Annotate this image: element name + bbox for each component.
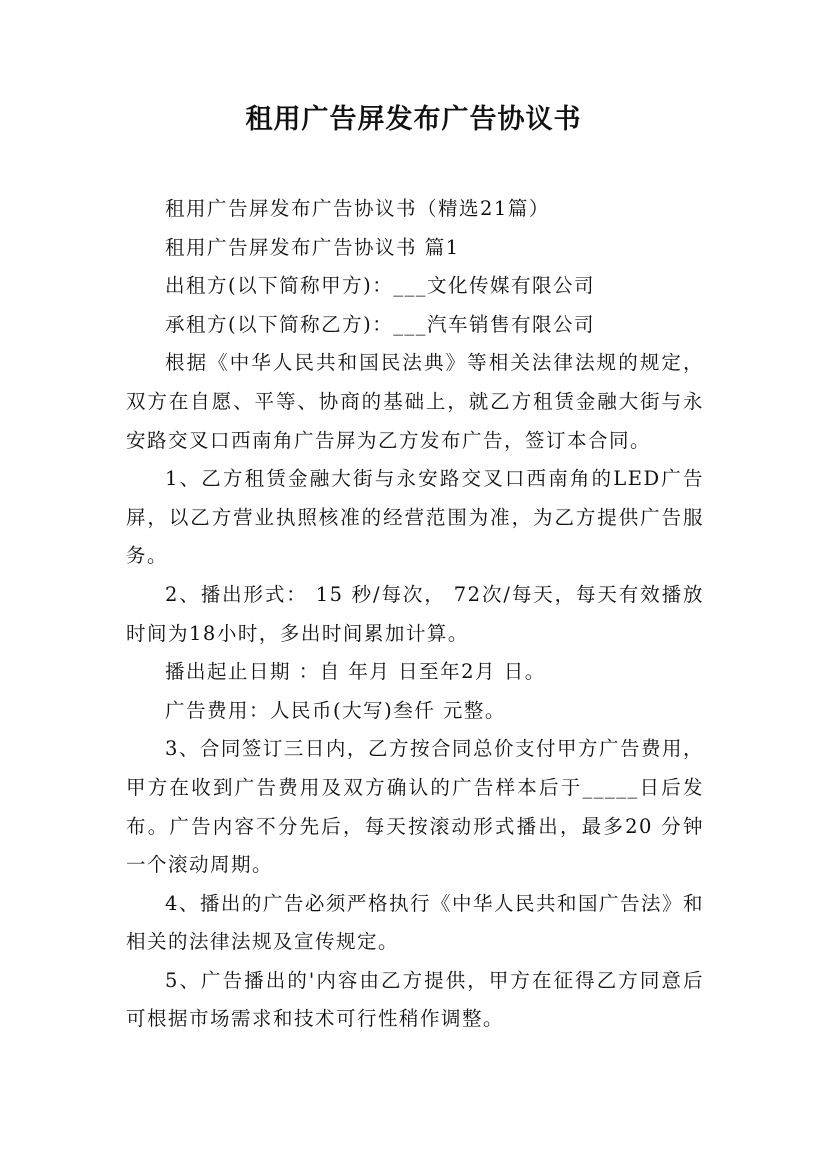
paragraph-party-b: 承租方(以下简称乙方)：___汽车销售有限公司: [165, 312, 595, 336]
paragraph-preamble: 根据《中华人民共和国民法典》等相关法律法规的规定，双方在自愿、平等、协商的基础上，就乙方租赁金融大街与永安路交叉口西南角广告屏为乙方发布广告，签订本合同。: [126, 351, 704, 452]
paragraph-clause-2: 2、播出形式： 15 秒/每次， 72次/每天，每天有效播放时间为18小时，多出时间累加计算。: [126, 582, 704, 645]
paragraph-clause-3: 3、合同签订三日内，乙方按合同总价支付甲方广告费用，甲方在收到广告费用及双方确认的广告样本后于_____日后发布。广告内容不分先后，每天按滚动形式播出，最多20 分钟一个滚动周期。: [126, 737, 704, 877]
paragraph-broadcast-dates: 播出起止日期 ：自 年月 日至年2月 日。: [165, 660, 546, 684]
paragraph-party-a: 出租方(以下简称甲方)：___文化传媒有限公司: [165, 274, 595, 298]
paragraph-clause-4: 4、播出的广告必须严格执行《中华人民共和国广告法》和相关的法律法规及宣传规定。: [126, 891, 704, 954]
document-body: [126, 190, 704, 1039]
paragraph-clause-5: 5、广告播出的'内容由乙方提供，甲方在征得乙方同意后可根据市场需求和技术可行性稍作调整。: [126, 968, 704, 1031]
paragraph-clause-1: 1、乙方租赁金融大街与永安路交叉口西南角的LED广告屏，以乙方营业执照核准的经营范围为准，为乙方提供广告服务。: [126, 467, 704, 568]
document-title: 租用广告屏发布广告协议书: [245, 104, 582, 135]
paragraph-ad-fee: 广告费用：人民币(大写)叁仟 元整。: [165, 698, 506, 722]
paragraph-section-heading: 租用广告屏发布广告协议书 篇1: [165, 235, 460, 259]
paragraph-subtitle: 租用广告屏发布广告协议书（精选21篇）: [165, 197, 550, 220]
